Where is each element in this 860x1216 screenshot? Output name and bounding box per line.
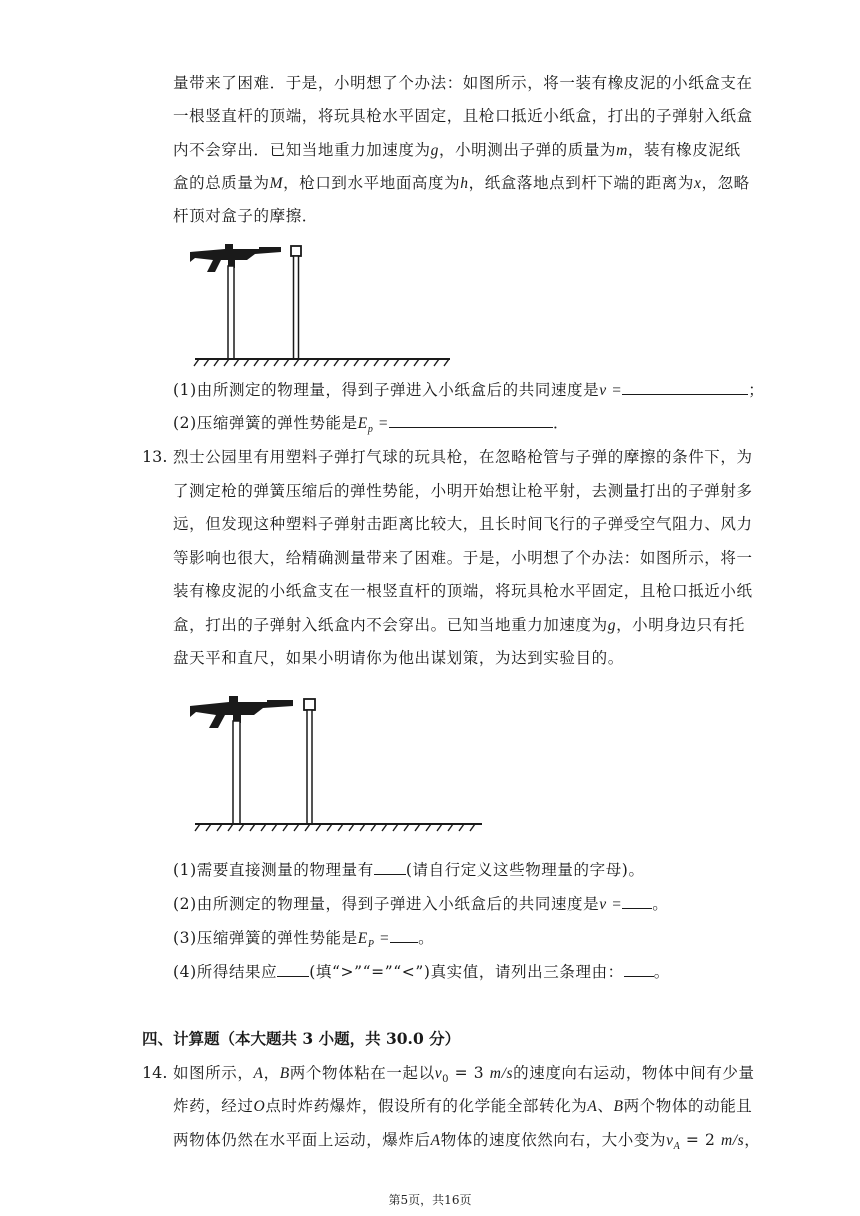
unit: m/s (720, 1132, 745, 1149)
toy-gun-icon (190, 244, 281, 272)
section-heading: 四、计算题（本大题共 3 小题，共 30.0 分） (142, 1029, 461, 1048)
subscript: 0 (442, 1074, 450, 1086)
answer-blank[interactable] (389, 413, 553, 428)
subscript: p (367, 424, 374, 436)
page-footer: 第5页，共16页 (388, 1193, 472, 1207)
formula: v = (599, 896, 623, 913)
var-A: A (587, 1098, 598, 1115)
paper-box (304, 699, 315, 710)
text: 物体的速度依然向右，大小变为 (440, 1131, 667, 1149)
q13-figure (185, 690, 485, 835)
q12-part-1 (173, 380, 764, 401)
q13-text-line-1: 烈士公园里有用塑料子弹打气球的玩具枪，在忽略枪管与子弹的摩擦的条件下，为 (173, 448, 753, 466)
var-M: M (269, 175, 284, 192)
q12-text-line-2: 一根竖直杆的顶端，将玩具枪水平固定，且枪口抵近小纸盒，打出的子弹射入纸盒 (173, 107, 753, 125)
formula: = 3 (449, 1064, 490, 1082)
q13-text-line-6 (173, 615, 745, 636)
text: 两物体仍然在水平面上运动，爆炸后 (173, 1131, 431, 1149)
q12-text-line-1: 量带来了困难．于是，小明想了个办法：如图所示，将一装有橡皮泥的小纸盒支在 (173, 74, 753, 92)
text: (2)压缩弹簧的弹性势能是 (173, 414, 358, 432)
q13-text-line-5: 装有橡皮泥的小纸盒支在一根竖直杆的顶端，将玩具枪水平固定，且枪口抵近小纸 (173, 582, 753, 600)
toy-gun-icon (190, 696, 293, 728)
q12-part-2 (173, 413, 569, 440)
text: ， (263, 1064, 280, 1082)
var-m: m (616, 142, 628, 159)
text: 盒的总质量为 (173, 174, 270, 192)
q12-text-line-3 (173, 140, 741, 161)
text: ． (553, 414, 570, 432)
answer-blank[interactable] (622, 380, 748, 395)
var-g: g (430, 142, 439, 159)
var-A: A (430, 1132, 441, 1149)
text: 两个物体粘在一起以 (289, 1064, 435, 1082)
question-number: 13. (142, 447, 168, 466)
var-B: B (613, 1098, 624, 1115)
q13-text-line-7: 盘天平和直尺，如果小明请你为他出谋划策，为达到实验目的。 (173, 649, 624, 667)
ground-hatching (194, 359, 449, 366)
answer-blank[interactable] (624, 962, 654, 977)
gun-support-pole (228, 266, 234, 359)
q14-text-line-2 (173, 1096, 752, 1117)
var-B: B (279, 1065, 290, 1082)
formula: = (373, 415, 389, 432)
text: 的速度向右运动，物体中间有少量 (513, 1064, 755, 1082)
var-g: g (607, 617, 617, 634)
ground-hatching (195, 824, 475, 831)
var-h: h (460, 175, 469, 192)
vertical-rod (294, 256, 299, 359)
text: (2)由所测定的物理量，得到子弹进入小纸盒后的共同速度是 (173, 895, 600, 913)
text: ； (748, 381, 765, 399)
q14-text-line-3 (173, 1130, 760, 1157)
q14-text-line-1 (173, 1063, 755, 1090)
formula: v (666, 1132, 674, 1149)
formula: = (374, 930, 391, 947)
subscript: A (673, 1141, 681, 1153)
text: 盒，打出的子弹射入纸盒内不会穿出。已知当地重力加速度为 (173, 616, 608, 634)
text: ，装有橡皮泥纸 (627, 141, 741, 159)
q13-text-line-4: 等影响也很大，给精确测量带来了困难。于是，小明想了个办法：如图所示，将一 (173, 549, 753, 567)
formula: v (434, 1065, 443, 1082)
text: 两个物体的动能且 (623, 1097, 753, 1115)
gun-support-pole (233, 721, 240, 824)
q13-part-3 (173, 928, 434, 955)
q13-part-2 (173, 894, 668, 915)
formula: E (357, 415, 368, 432)
answer-blank[interactable] (622, 894, 652, 909)
answer-blank[interactable] (374, 860, 406, 875)
text: 。 (653, 963, 670, 981)
var-x: x (694, 175, 702, 192)
var-O: O (253, 1098, 266, 1115)
text: (4)所得结果应 (173, 963, 278, 981)
text: (3)压缩弹簧的弹性势能是 (173, 929, 358, 947)
q13-part-1 (173, 860, 645, 880)
text: (1)由所测定的物理量，得到子弹进入小纸盒后的共同速度是 (173, 381, 600, 399)
text: 内不会穿出．已知当地重力加速度为 (173, 141, 431, 159)
q12-text-line-4 (173, 173, 750, 194)
answer-blank[interactable] (390, 928, 418, 943)
text: 点时炸药爆炸，假设所有的化学能全部转化为 (265, 1097, 588, 1115)
text: 。 (418, 929, 435, 947)
text: (1)需要直接测量的物理量有 (173, 861, 374, 879)
vertical-rod (307, 710, 312, 824)
text: ，忽略 (701, 174, 750, 192)
q13-part-4 (173, 962, 670, 982)
question-number: 14. (142, 1063, 168, 1082)
subscript: P (367, 939, 375, 951)
text: 、 (597, 1097, 614, 1115)
text: (请自行定义这些物理量的字母)。 (405, 861, 645, 879)
text: 。 (652, 895, 669, 913)
text: 炸药，经过 (173, 1097, 254, 1115)
text: 如图所示， (173, 1064, 254, 1082)
q12-text-line-5: 杆顶对盒子的摩擦． (173, 207, 318, 225)
q13-text-line-2: 了测定枪的弹簧压缩后的弹性势能，小明开始想让枪平射，去测量打出的子弹射多 (173, 482, 753, 500)
unit: m/s (489, 1065, 514, 1082)
text: ，枪口到水平地面高度为 (283, 174, 461, 192)
text: (填“>”“=”“<”)真实值，请列出三条理由： (309, 963, 624, 981)
q12-figure (185, 238, 455, 368)
text: ，小明身边只有托 (616, 616, 745, 634)
paper-box (291, 246, 301, 256)
q13-text-line-3: 远，但发现这种塑料子弹射击距离比较大，且长时间飞行的子弹受空气阻力、风力 (173, 515, 753, 533)
answer-blank[interactable] (277, 962, 309, 977)
formula: E (357, 930, 368, 947)
text: ，纸盒落地点到杆下端的距离为 (468, 174, 694, 192)
var-A: A (253, 1065, 264, 1082)
text: ， (744, 1131, 761, 1149)
formula: v = (599, 382, 623, 399)
text: ，小明测出子弹的质量为 (438, 141, 617, 159)
formula: = 2 (680, 1131, 721, 1149)
